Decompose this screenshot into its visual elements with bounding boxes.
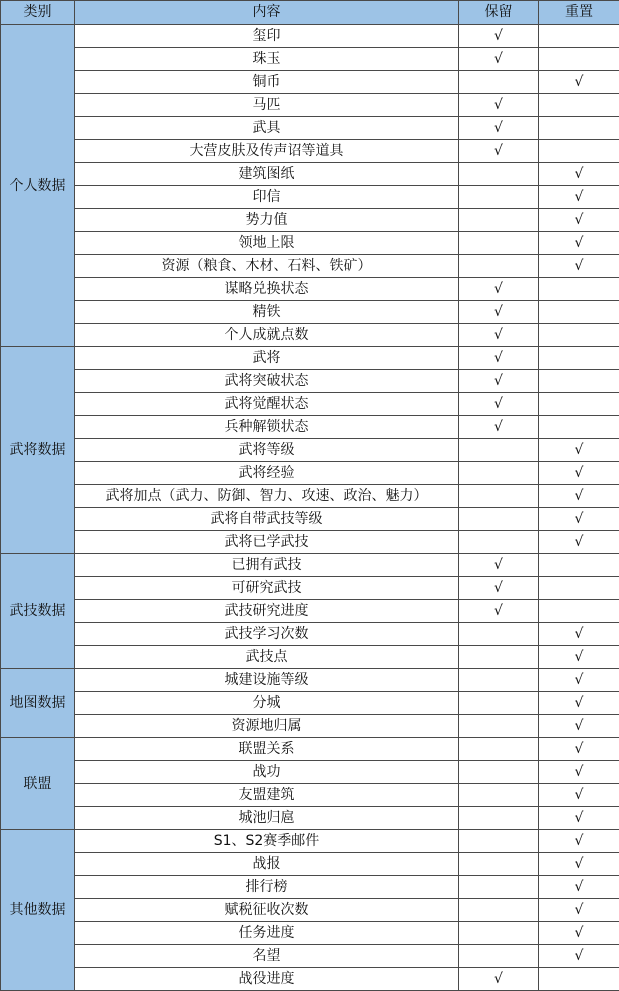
keep-check-cell (459, 485, 539, 508)
content-cell: S1、S2赛季邮件 (75, 830, 459, 853)
keep-check-cell (459, 232, 539, 255)
table-row (1, 232, 619, 255)
content-cell: 战役进度 (75, 968, 459, 991)
reset-check-cell: √ (539, 738, 619, 761)
keep-check-cell (459, 186, 539, 209)
content-cell: 兵种解锁状态 (75, 416, 459, 439)
reset-check-cell: √ (539, 531, 619, 554)
content-cell: 建筑图纸 (75, 163, 459, 186)
content-cell: 武将加点（武力、防御、智力、攻速、政治、魅力） (75, 485, 459, 508)
table-row (1, 508, 619, 531)
reset-check-cell: √ (539, 853, 619, 876)
keep-check-cell (459, 209, 539, 232)
category-cell: 武将数据 (1, 347, 75, 554)
content-cell: 武将突破状态 (75, 370, 459, 393)
reset-check-cell: √ (539, 255, 619, 278)
table-row (1, 554, 619, 577)
content-cell: 铜币 (75, 71, 459, 94)
table-row (1, 94, 619, 117)
content-cell: 武技点 (75, 646, 459, 669)
table-row (1, 48, 619, 71)
table-row (1, 278, 619, 301)
content-cell: 已拥有武技 (75, 554, 459, 577)
reset-check-cell (539, 324, 619, 347)
reset-check-cell: √ (539, 761, 619, 784)
table-row (1, 71, 619, 94)
keep-check-cell (459, 669, 539, 692)
reset-check-cell (539, 347, 619, 370)
reset-check-cell: √ (539, 945, 619, 968)
keep-check-cell: √ (459, 554, 539, 577)
reset-check-cell: √ (539, 462, 619, 485)
table-row (1, 692, 619, 715)
reset-check-cell: √ (539, 623, 619, 646)
content-cell: 任务进度 (75, 922, 459, 945)
reset-check-cell (539, 968, 619, 991)
content-cell: 武技学习次数 (75, 623, 459, 646)
table-row (1, 853, 619, 876)
keep-check-cell (459, 508, 539, 531)
content-cell: 武技研究进度 (75, 600, 459, 623)
keep-check-cell: √ (459, 25, 539, 48)
keep-check-cell: √ (459, 324, 539, 347)
table-row (1, 945, 619, 968)
table-row (1, 784, 619, 807)
content-cell: 印信 (75, 186, 459, 209)
table-row (1, 439, 619, 462)
keep-check-cell (459, 462, 539, 485)
keep-check-cell: √ (459, 347, 539, 370)
reset-check-cell (539, 416, 619, 439)
header-reset: 重置 (539, 1, 619, 25)
keep-check-cell (459, 922, 539, 945)
keep-check-cell: √ (459, 577, 539, 600)
table-row (1, 922, 619, 945)
table-body (1, 25, 619, 991)
category-cell: 联盟 (1, 738, 75, 830)
reset-check-cell (539, 117, 619, 140)
content-cell: 武将 (75, 347, 459, 370)
keep-check-cell: √ (459, 600, 539, 623)
keep-check-cell (459, 738, 539, 761)
keep-check-cell (459, 945, 539, 968)
table-row (1, 416, 619, 439)
content-cell: 精铁 (75, 301, 459, 324)
content-cell: 个人成就点数 (75, 324, 459, 347)
table-row (1, 669, 619, 692)
keep-check-cell: √ (459, 117, 539, 140)
content-cell: 武将自带武技等级 (75, 508, 459, 531)
reset-check-cell: √ (539, 209, 619, 232)
keep-check-cell (459, 531, 539, 554)
table-row (1, 600, 619, 623)
table-row (1, 830, 619, 853)
content-cell: 战功 (75, 761, 459, 784)
content-cell: 战报 (75, 853, 459, 876)
keep-check-cell: √ (459, 416, 539, 439)
keep-check-cell (459, 71, 539, 94)
reset-check-cell: √ (539, 232, 619, 255)
reset-check-cell (539, 25, 619, 48)
keep-check-cell (459, 899, 539, 922)
reset-check-cell (539, 600, 619, 623)
table-row (1, 347, 619, 370)
reset-check-cell: √ (539, 715, 619, 738)
content-cell: 武将经验 (75, 462, 459, 485)
reset-check-cell (539, 370, 619, 393)
keep-check-cell: √ (459, 370, 539, 393)
table-row (1, 646, 619, 669)
content-cell: 武具 (75, 117, 459, 140)
keep-check-cell (459, 646, 539, 669)
keep-check-cell (459, 692, 539, 715)
content-cell: 珠玉 (75, 48, 459, 71)
keep-check-cell: √ (459, 278, 539, 301)
content-cell: 大营皮肤及传声诏等道具 (75, 140, 459, 163)
reset-check-cell: √ (539, 807, 619, 830)
keep-check-cell (459, 255, 539, 278)
table-row (1, 25, 619, 48)
table-row (1, 209, 619, 232)
content-cell: 可研究武技 (75, 577, 459, 600)
table-row (1, 531, 619, 554)
content-cell: 名望 (75, 945, 459, 968)
content-cell: 排行榜 (75, 876, 459, 899)
content-cell: 武将已学武技 (75, 531, 459, 554)
reset-check-cell (539, 278, 619, 301)
table-row (1, 393, 619, 416)
keep-check-cell: √ (459, 140, 539, 163)
content-cell: 资源地归属 (75, 715, 459, 738)
keep-check-cell: √ (459, 94, 539, 117)
keep-check-cell (459, 876, 539, 899)
content-cell: 武将等级 (75, 439, 459, 462)
table-row (1, 485, 619, 508)
table-row (1, 462, 619, 485)
table-row (1, 163, 619, 186)
header-category: 类别 (1, 1, 75, 25)
category-cell: 其他数据 (1, 830, 75, 991)
reset-check-cell: √ (539, 830, 619, 853)
keep-check-cell (459, 784, 539, 807)
keep-check-cell: √ (459, 393, 539, 416)
table-row (1, 807, 619, 830)
reset-check-cell (539, 48, 619, 71)
content-cell: 友盟建筑 (75, 784, 459, 807)
table-row (1, 876, 619, 899)
reset-check-cell (539, 393, 619, 416)
table-row (1, 255, 619, 278)
content-cell: 赋税征收次数 (75, 899, 459, 922)
content-cell: 武将觉醒状态 (75, 393, 459, 416)
category-cell: 个人数据 (1, 25, 75, 347)
keep-check-cell (459, 715, 539, 738)
keep-check-cell (459, 623, 539, 646)
reset-check-cell (539, 577, 619, 600)
keep-check-cell (459, 807, 539, 830)
table-row (1, 968, 619, 991)
content-cell: 势力值 (75, 209, 459, 232)
reset-check-cell: √ (539, 186, 619, 209)
keep-check-cell (459, 761, 539, 784)
content-cell: 资源（粮食、木材、石料、铁矿） (75, 255, 459, 278)
reset-check-cell: √ (539, 508, 619, 531)
reset-check-cell: √ (539, 163, 619, 186)
content-cell: 分城 (75, 692, 459, 715)
content-cell: 城建设施等级 (75, 669, 459, 692)
category-cell: 武技数据 (1, 554, 75, 669)
keep-check-cell: √ (459, 301, 539, 324)
table-row (1, 140, 619, 163)
content-cell: 马匹 (75, 94, 459, 117)
reset-check-cell: √ (539, 876, 619, 899)
keep-check-cell (459, 830, 539, 853)
reset-check-cell (539, 94, 619, 117)
reset-check-cell: √ (539, 646, 619, 669)
table-row (1, 761, 619, 784)
table-row (1, 186, 619, 209)
content-cell: 联盟关系 (75, 738, 459, 761)
content-cell: 玺印 (75, 25, 459, 48)
reset-check-cell: √ (539, 784, 619, 807)
table-row (1, 899, 619, 922)
reset-check-cell: √ (539, 692, 619, 715)
content-cell: 谋略兑换状态 (75, 278, 459, 301)
keep-check-cell (459, 163, 539, 186)
header-row (1, 1, 619, 25)
table-row (1, 738, 619, 761)
keep-check-cell: √ (459, 968, 539, 991)
category-cell: 地图数据 (1, 669, 75, 738)
keep-check-cell (459, 853, 539, 876)
reset-check-cell: √ (539, 439, 619, 462)
table-row (1, 623, 619, 646)
table-row (1, 301, 619, 324)
content-cell: 城池归扈 (75, 807, 459, 830)
keep-check-cell: √ (459, 48, 539, 71)
reset-check-cell: √ (539, 485, 619, 508)
table-row (1, 715, 619, 738)
table-row (1, 577, 619, 600)
reset-check-cell: √ (539, 899, 619, 922)
header-keep: 保留 (459, 1, 539, 25)
reset-check-cell (539, 554, 619, 577)
reset-check-cell (539, 140, 619, 163)
header-content: 内容 (75, 1, 459, 25)
table-row (1, 117, 619, 140)
table-row (1, 324, 619, 347)
reset-check-cell (539, 301, 619, 324)
reset-check-cell: √ (539, 71, 619, 94)
reset-check-cell: √ (539, 669, 619, 692)
content-cell: 领地上限 (75, 232, 459, 255)
keep-check-cell (459, 439, 539, 462)
reset-check-cell: √ (539, 922, 619, 945)
table-row (1, 370, 619, 393)
